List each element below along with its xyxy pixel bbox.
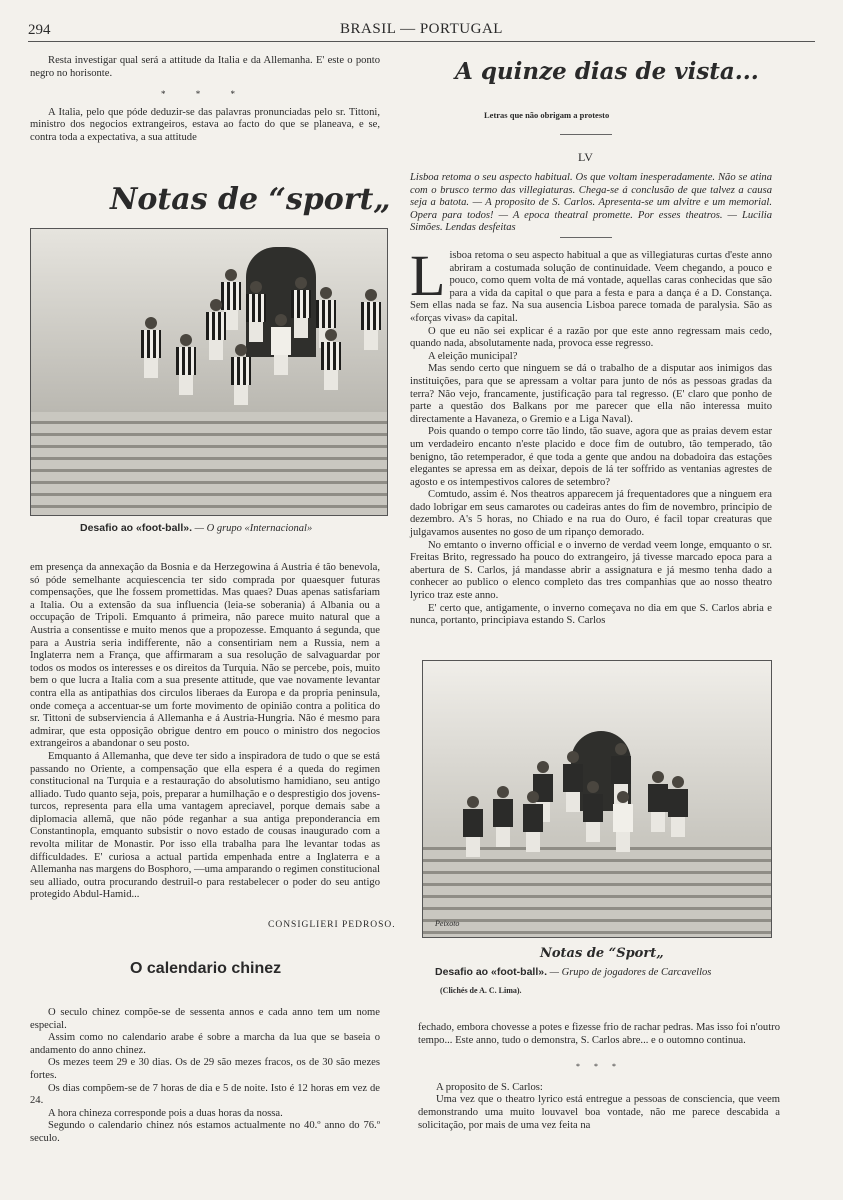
- calendario-title: O calendario chinez: [130, 960, 282, 977]
- calendario-para: O seculo chinez compõe-se de sessenta annos e cada anno tem um nome especial.: [30, 1007, 380, 1031]
- photo-credit: (Clichés de A. C. Lima).: [440, 986, 522, 995]
- calendario-para: Segundo o calendario chinez nós estamos actualmente no 40.º anno do 76.º seculo.: [30, 1120, 380, 1144]
- photo2-heading: Notas de “Sport„: [540, 946, 664, 961]
- team-photo-carcavellos: [422, 660, 772, 938]
- photo1-caption: [80, 522, 312, 534]
- right-bottom-para-2-heading: A proposito de S. Carlos:: [436, 1081, 543, 1093]
- photographer-signature: Peixoto: [435, 919, 460, 928]
- left-para-2: A Italia, pelo que póde deduzir-se das palavras pronunciadas pelo sr. Tittoni, ministro dos negocios extrangeiros, estava ao facto do que se planeava, e se, contra toda a expectativa, a sua attitude: [30, 106, 380, 143]
- left-body-text: [30, 562, 380, 902]
- right-para: No emtanto o inverno official e o inverno de verdad veem longe, emquanto o sr. Freitas Brito, regressado ha pouco do extrangeiro, já tivesse marcado epoca para a abertura de S. Carlos, já mandasse abrir a assignatura e já mesmo tenha dado a conhecer ao publico o elenco completo das tres companhias que ao nosso theatro lyrico traz este anno.: [410, 539, 772, 602]
- photo2-caption-bold: Desafio ao «foot-ball».: [435, 966, 548, 978]
- photo1-caption-italic: — O grupo «Internacional»: [194, 523, 313, 534]
- summary-rule: [560, 237, 612, 238]
- right-first-para: isboa retoma o seu aspecto habitual a que as villegiaturas curtas d'este anno abriram a costumada solução de continuidade. Veem chegando, a pouco e pouco, como quem volta de má vontade, aquellas caras conhecidas que são para a vida da capital o que para a festa e para a dança é a D. Constança. Sem ellas nada se faz. Na sua ausencia Lisboa parece tomada de paralysia. São as «forças vivas» da capital.: [410, 250, 772, 324]
- left-body-para-2: Emquanto á Allemanha, que deve ter sido a inspiradora de tudo o que se está passando no Oriente, a compensação que ella espera é a queda do regimen constitucional na Turquia e a restauração do absolutismo hamidiano, seu antigo alliado. Tudo quanto seja, pois, preparar a humilhação e o desprestigio dos jovens-turcos, representa para ella uma vantagem apreciavel, porque demais sabe a diplomacia allemã, que não póde reganhar a sua antiga preponderancia em Constantinopla, emquanto subsistir o novo estado de cousas inaugurado com a revolta militar de Monastir. Por isso ella trabalha para lhe levantar todas as difficuldades. E' curiosa a actual partida empenhada entre a Inglaterra e a Allemanha nas margens do Bosphoro, —uma amparando o regimen constitucional seu alliado, outra procurando destruil-o para restabelecer o poder do seu antigo protegido Abdul-Hamid...: [30, 750, 380, 901]
- right-para: Pois quando o tempo corre tão lindo, tão suave, agora que as praias devem estar um verdadeiro encanto n'este placido e doce fim de outubro, tão temperado, tão benigno, tão retemperador, é que toda a gente que andou na dobadoira das estações elegantes se apressa em as deixar, depois de lá ter soffrido as ventanias agrestes de agosto e os intempestivos calores de setembro?: [410, 426, 772, 488]
- header-rule: [28, 41, 815, 42]
- right-para: O que eu não sei explicar é a razão por que este anno regressam mais cedo, quando nada, absolutamente nada, provoca esse regresso.: [410, 325, 772, 350]
- calendario-text: [30, 1007, 380, 1146]
- author-signature: CONSIGLIERI PEDROSO.: [268, 920, 396, 930]
- left-top-text: [30, 55, 380, 145]
- column-title: A quinze dias de vista...: [455, 58, 759, 85]
- right-bottom-para-2: Uma vez que o theatro lyrico está entregue a pessoas de consciencia, que veem demonstrando uma muito louvavel boa vontade, não me parece descabida a solicitação, por mais de uma vez feita na: [418, 1094, 780, 1131]
- section-stars: * * *: [576, 1062, 622, 1072]
- calendario-para: Os dias compõem-se de 7 horas de dia e 5 de noite. Isto é 12 horas em vez de 24.: [30, 1082, 380, 1107]
- subtitle-rule: [560, 134, 612, 135]
- page-number: 294: [28, 22, 51, 38]
- left-para-1: Resta investigar qual será a attitude da Italia e da Allemanha. E' este o ponto negro no horisonte.: [30, 55, 380, 79]
- right-body-text: [410, 243, 772, 628]
- right-para: Comtudo, assim é. Nos theatros apparecem já frequentadores que a ninguem era dado lobrigar em seus camarotes ou cadeiras antes do fim de novembro, principio de dezembro. A's 5 horas, no Chiado e na rua do Ouro, é facil topar creaturas que julgavamos ausentes no goso de um ripanço demorado.: [410, 489, 772, 539]
- chapter-numeral: LV: [578, 150, 593, 164]
- right-para: Mas sendo certo que ninguem se dá o trabalho de a disputar aos inimigos das instituições, para que se apressam a voltar para junto de nós as pessoas gradas da terra? Não vejo, francamente, justificação para tal regresso. (E' claro que ponho de parte a questão dos Balkans por me parecer que ella não interessa muito directamente a Havaneza, o Gremio e a Liga Naval).: [410, 363, 772, 425]
- right-bottom-para-1: fechado, embora chovesse a potes e fizesse frio de rachar pedras. Mas isso foi n'outro tempo... Este anno, tudo o demonstra, S. Carlos abre... e o outomno continua.: [418, 1022, 780, 1046]
- photo2-caption: [435, 966, 711, 978]
- drop-cap: L: [410, 243, 446, 308]
- running-title: BRASIL — PORTUGAL: [340, 21, 503, 37]
- right-para: A eleição municipal?: [428, 350, 518, 362]
- right-bottom-text: [418, 1022, 780, 1132]
- team-photo-internacional: [30, 228, 388, 516]
- photo2-caption-italic: — Grupo de jogadores de Carcavellos: [549, 967, 712, 978]
- chapter-summary: Lisboa retoma o seu aspecto habitual. Os que voltam inesperadamente. Não se atina com o brusco termo das villegiaturas. Chega-se á conclusão de que talvez a causa seja a batota. — A proposito de S. Carlos. Apresenta-se um alvitre e um memorial. Opera para todos! — A epoca theatral promette. Por esses theatros. — Lucilia Simões. Lendas desfeitas: [410, 172, 772, 234]
- calendario-para: Os mezes teem 29 e 30 dias. Os de 29 são mezes fracos, os de 30 são mezes fortes.: [30, 1057, 380, 1081]
- sport-heading: Notas de “sport„: [110, 182, 391, 217]
- calendario-para: Assim como no calendario arabe é sobre a marcha da lua que se baseia o andamento do anno chinez.: [30, 1032, 380, 1056]
- column-subtitle: Letras que não obrigam a protesto: [484, 110, 610, 120]
- section-stars: * * *: [161, 89, 249, 100]
- photo1-caption-bold: Desafio ao «foot-ball».: [80, 522, 193, 534]
- right-para: E' certo que, antigamente, o inverno começava no dia em que S. Carlos abria e nunca, portanto, principiava estando S. Carlos: [410, 602, 772, 627]
- calendario-para: A hora chineza corresponde pois a duas horas da nossa.: [48, 1107, 283, 1119]
- left-body-para-1: em presença da annexação da Bosnia e da Herzegowina á Austria é tão benevola, só póde semelhante acquiescencia ter sido comprada por quaesquer futuras compensações, que lhe fossem promettidas. Mas quaes? Duas apenas satisfariam a Italia. Ou a extensão da sua influencia (leia-se soberania) á Albania ou a occupação de Tripoli. Emquanto á primeira, não parece muito natural que a Austria a consentisse e muito menos que a propozesse. Emquanto á segunda, que para a Austria seria indifferente, não a consentiriam nem a Russia, nem a Inglaterra nem a França, que affirmaram a sua resolução de salvaguardar por todos os modos os interesses e os direitos da Turquia. Não se percebe, pois, muito bem o que lucra a Italia com a sua presente attitude, que vae novamente levantar contra ella as antipathias dos circulos liberaes da Europa e da propria peninsula, onde começa a accentuar-se um forte movimento de opinião contra a politica do sr. Tittoni de subserviencia á Allemanha e á Austria-Hungria. Não é mesmo para admirar, que esta opposição obrigue dentro em pouco o ministro dos negocios extrangeiros a abandonar o seu posto.: [30, 562, 380, 750]
